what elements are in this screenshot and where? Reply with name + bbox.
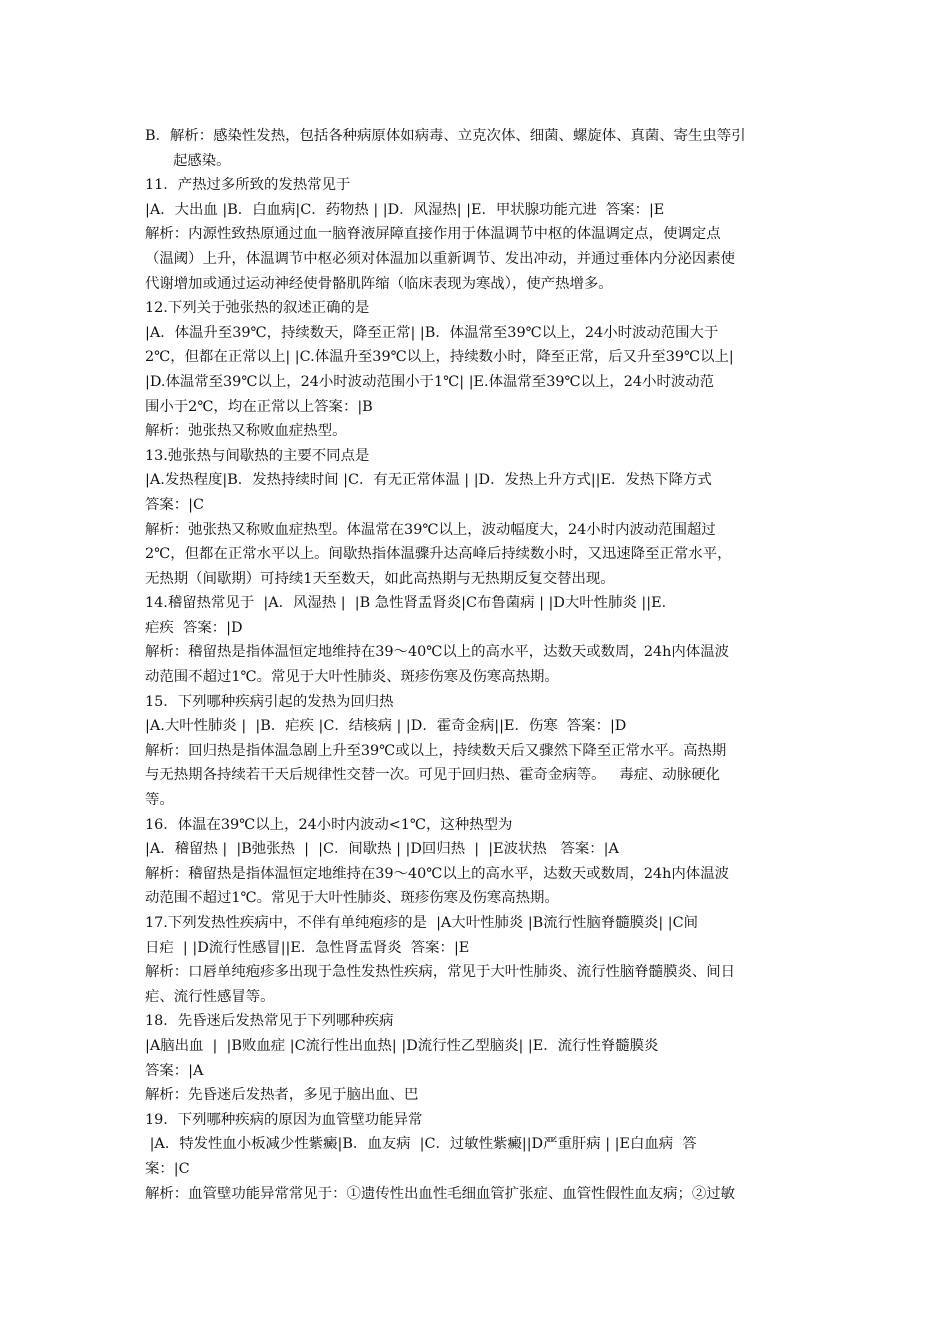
text-line: 解析：回归热是指体温急剧上升至39℃或以上，持续数天后又骤然下降至正常水平。高热期 [145,742,727,759]
text-line: 疟、流行性感冒等。 [145,988,275,1005]
text-line: 代谢增加或通过运动神经使骨骼肌阵缩（临床表现为寒战），使产热增多。 [145,275,613,292]
text-line: 13.弛张热与间歇热的主要不同点是 [145,447,370,464]
text-line: 无热期（间歇期）可持续1天至数天，如此高热期与无热期反复交替出现。 [145,570,615,587]
text-line: 答案：|A [145,1062,204,1079]
text-line: 解析：稽留热是指体温恒定地维持在39～40℃以上的高水平，达数天或数周，24h内体温波 [145,644,729,661]
text-line: 11．产热过多所致的发热常见于 [145,177,351,194]
text-line: |A．特发性血小板减少性紫癜|B．血友病 |C．过敏性紫癜||D严重肝病 | |E白血病 答 [145,1136,697,1153]
text-line: 答案：|C [145,496,205,513]
text-line: 17.下列发热性疾病中，不伴有单纯疱疹的是 |A大叶性肺炎 |B流行性脑脊髓膜炎| |C间 [145,915,699,931]
text-line: 解析：弛张热又称败血症热型。 [145,423,347,440]
text-line: 日疟 | |D流行性感冒||E．急性肾盂肾炎 答案：|E [145,939,470,956]
text-line: 等。 [145,792,174,809]
text-line: 19．下列哪种疾病的原因为血管壁功能异常 [145,1111,423,1128]
text-line: 15．下列哪种疾病引起的发热为回归热 [145,693,394,710]
text-line: |A．体温升至39℃，持续数天，降至正常| |B．体温常至39℃以上，24小时波动范围大于 [145,324,719,341]
text-line: |A．稽留热 | |B弛张热 | |C．间歇热 | |D回归热 | |E波状热 答案：|A [145,841,619,858]
text-line: |D.体温常至39℃以上，24小时波动范围小于1℃| |E.体温常至39℃以上，24小时波动范 [145,373,715,390]
text-line: 2℃，但都在正常以上| |C.体温升至39℃以上，持续数小时，降至正常，后又升至39℃以上| [145,349,734,366]
document-page [145,124,810,1206]
text-line: 围小于2℃，均在正常以上答案：|B [145,398,373,415]
text-line: 解析：弛张热又称败血症热型。体温常在39℃以上，波动幅度大，24小时内波动范围超过 [145,521,716,538]
text-line: 解析：先昏迷后发热者，多见于脑出血、巴 [145,1087,419,1104]
text-line: （温阈）上升，体温调节中枢必须对体温加以重新调节、发出冲动，并通过垂体内分泌因素使 [145,250,736,267]
text-line: 疟疾 答案：|D [145,619,243,636]
text-line: |A脑出血 | |B败血症 |C流行性出血热| |D流行性乙型脑炎| |E．流行性脊髓膜炎 [145,1037,659,1054]
text-line: 16．体温在39℃以上，24小时内波动<1℃，这种热型为 [145,816,513,833]
text-line: |A.发热程度|B．发热持续时间 |C．有无正常体温 | |D．发热上升方式||E．发热下降方式 [145,472,712,489]
text-line: 动范围不超过1℃。常见于大叶性肺炎、斑疹伤寒及伤寒高热期。 [145,669,559,686]
text-line: 18．先昏迷后发热常见于下列哪种疾病 [145,1013,394,1030]
text-line: 动范围不超过1℃。常见于大叶性肺炎、斑疹伤寒及伤寒高热期。 [145,890,559,907]
text-line: B．解析：感染性发热，包括各种病原体如病毒、立克次体、细菌、螺旋体、真菌、寄生虫等引 [145,128,746,144]
text-line: 起感染。 [173,152,231,169]
text-line: 与无热期各持续若干天后规律性交替一次。可见于回归热、霍奇金病等。 毒症、动脉硬化 [145,767,720,784]
text-line: |A．大出血 |B．白血病|C．药物热 | |D．风湿热| |E．甲状腺功能亢进 答案：|E [145,201,665,218]
text-line: 2℃，但都在正常水平以上。间歇热指体温骤升达高峰后持续数小时，又迅速降至正常水平， [145,546,732,563]
text-line: 解析：稽留热是指体温恒定地维持在39～40℃以上的高水平，达数天或数周，24h内体温波 [145,865,729,882]
text-line: 解析：内源性致热原通过血一脑脊液屏障直接作用于体温调节中枢的体温调定点，使调定点 [145,226,721,243]
text-line: 解析：血管壁功能异常常见于：①遗传性出血性毛细血管扩张症、血管性假性血友病；②过敏 [145,1185,736,1202]
text-line: 案：|C [145,1160,190,1177]
text-line: 12.下列关于弛张热的叙述正确的是 [145,300,370,317]
text-line: 解析：口唇单纯疱疹多出现于急性发热性疾病，常见于大叶性肺炎、流行性脑脊髓膜炎、间日 [145,964,736,981]
text-line: 14.稽留热常见于 |A．风湿热 | |B 急性肾盂肾炎|C布鲁菌病 | |D大叶性肺炎 ||E． [145,595,677,612]
text-line: |A.大叶性肺炎 | |B．疟疾 |C．结核病 | |D．霍奇金病||E．伤寒 答案：|D [145,718,627,735]
